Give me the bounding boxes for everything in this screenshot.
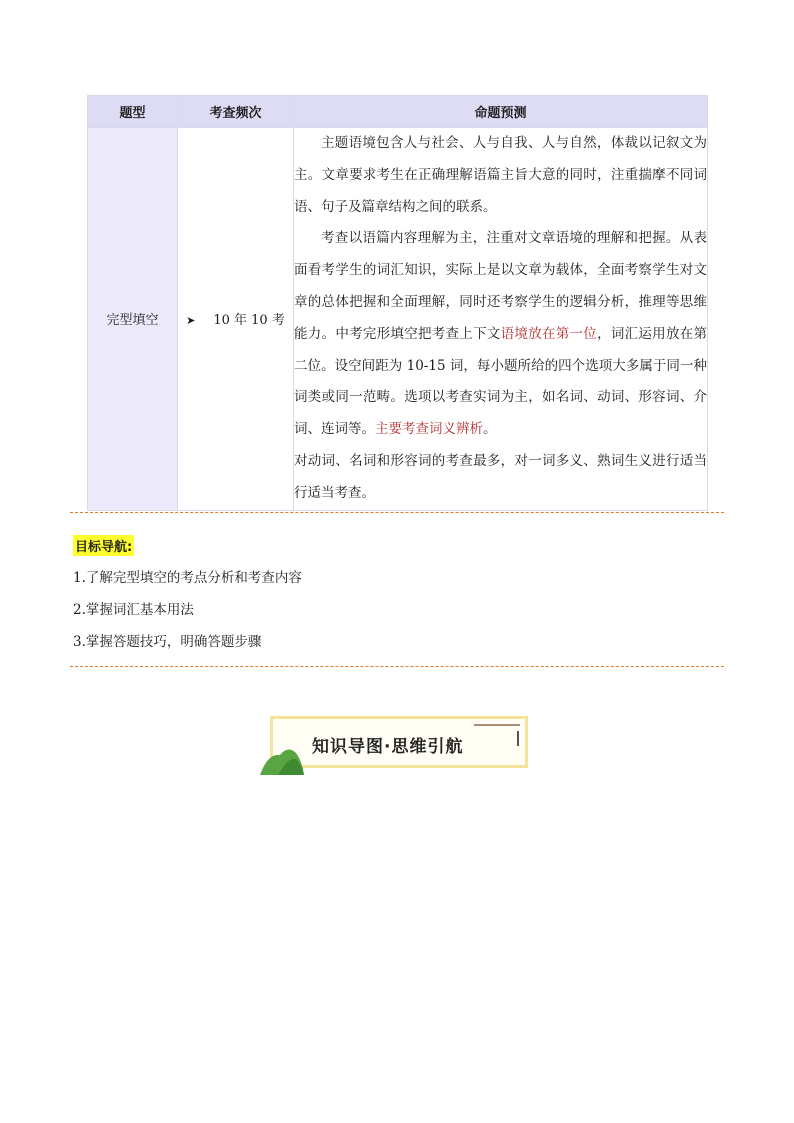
prediction-paragraph-1: 主题语境包含人与社会、人与自我、人与自然，体裁以记叙文为主。文章要求考生在正确理解语篇主旨大意的同时，注重揣摩不同词语、句子及篇章结构之间的联系。	[294, 135, 707, 215]
prediction-paragraph-2	[294, 223, 707, 446]
highlight-context: 语境放在第一位	[500, 325, 598, 342]
dashed-divider-top	[70, 512, 724, 513]
prediction-cell	[294, 128, 708, 511]
header-frequency: 考查频次	[178, 96, 294, 128]
highlight-word-meaning: 主要考查词义辨析	[375, 421, 483, 438]
prediction-text: 考查以语篇内容理解为主，注重对文章语境的理解和把握。从表面看考学生的词汇知识，实际上是以文章为载体，全面考察学生对文章的总体把握和全面理解，同时还考察学生的逻辑分析，推理等思维能力。中考完形填空把考查上下文	[294, 230, 707, 342]
question-type-cell: 完型填空	[88, 128, 178, 511]
goal-item-3: 3.掌握答题技巧，明确答题步骤	[73, 634, 262, 650]
arrow-bullet-icon: ➤	[186, 314, 196, 328]
banner-title: 知识导图·思维引航	[312, 737, 464, 757]
goal-item-2: 2.掌握词汇基本用法	[73, 602, 194, 618]
exam-analysis-table	[87, 95, 708, 511]
prediction-text: 。	[483, 421, 497, 438]
table-row	[88, 128, 708, 511]
dashed-divider-bottom	[70, 666, 724, 667]
goal-item-1: 1.了解完型填空的考点分析和考查内容	[73, 570, 302, 586]
prediction-paragraph-3: 对动词、名词和形容词的考查最多，对一词多义、熟词生义进行适当行适当考查。	[294, 452, 707, 501]
frequency-value: 10 年 10 考	[213, 313, 285, 329]
goals-title: 目标导航:	[73, 535, 134, 556]
prediction-text: ，词汇运用放在第二位。设空间距为 10-15 词，每小题所给的四个选项大多属于同一种词类或同一范畴。选项以考查实词为主，如名词、动词、形容词、介词、连词等。	[294, 325, 708, 438]
mindmap-banner	[258, 713, 534, 779]
table-header-row	[88, 96, 708, 128]
header-type: 题型	[88, 96, 178, 128]
frequency-cell	[178, 128, 294, 511]
header-prediction: 命题预测	[294, 96, 708, 128]
